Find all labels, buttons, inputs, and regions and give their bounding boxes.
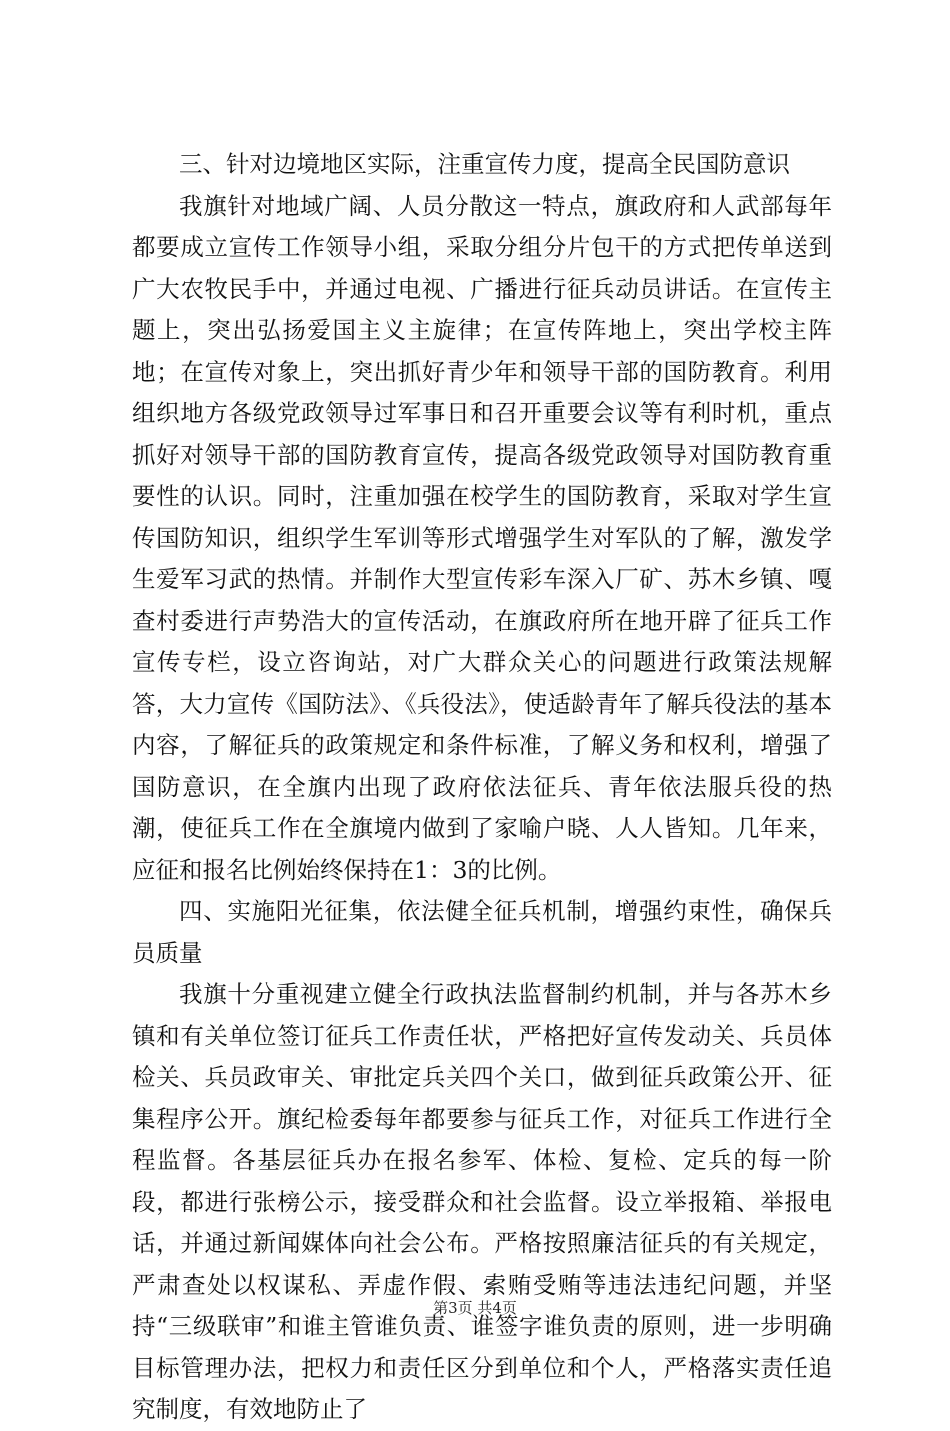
document-body: [132, 144, 832, 1431]
body-paragraph: 我旗针对地域广阔、人员分散这一特点，旗政府和人武部每年都要成立宣传工作领导小组，采取分组分片包干的方式把传单送到广大农牧民手中，并通过电视、广播进行征兵动员讲话。在宣传主题上，突出弘扬爱国主义主旋律；在宣传阵地上，突出学校主阵地；在宣传对象上，突出抓好青少年和领导干部的国防教育。利用组织地方各级党政领导过军事日和召开重要会议等有利时机，重点抓好对领导干部的国防教育宣传，提高各级党政领导对国防教育重要性的认识。同时，注重加强在校学生的国防教育，采取对学生宣传国防知识，组织学生军训等形式增强学生对军队的了解，激发学生爱军习武的热情。并制作大型宣传彩车深入厂矿、苏木乡镇、嘎查村委进行声势浩大的宣传活动，在旗政府所在地开辟了征兵工作宣传专栏，设立咨询站，对广大群众关心的问题进行政策法规解答，大力宣传《国防法》、《兵役法》，使适龄青年了解兵役法的基本内容，了解征兵的政策规定和条件标准，了解义务和权利，增强了国防意识，在全旗内出现了政府依法征兵、青年依法服兵役的热潮，使征兵工作在全旗境内做到了家喻户晓、人人皆知。几年来，应征和报名比例始终保持在1：3的比例。: [132, 191, 832, 884]
section-heading-4: 四、实施阳光征集，依法健全征兵机制，增强约束性，确保兵员质量: [132, 897, 832, 967]
section-heading-3: 三、针对边境地区实际，注重宣传力度，提高全民国防意识: [179, 150, 790, 178]
page-number-footer: 第3页 共4页: [433, 1299, 517, 1317]
body-paragraph: 我旗十分重视建立健全行政执法监督制约机制，并与各苏木乡镇和有关单位签订征兵工作责任状，严格把好宣传发动关、兵员体检关、兵员政审关、审批定兵关四个关口，做到征兵政策公开、征集程序公开。旗纪检委每年都要参与征兵工作，对征兵工作进行全程监督。各基层征兵办在报名参军、体检、复检、定兵的每一阶段，都进行张榜公示，接受群众和社会监督。设立举报箱、举报电话，并通过新闻媒体向社会公布。严格按照廉洁征兵的有关规定，严肃查处以权谋私、弄虚作假、索贿受贿等违法违纪问题，并坚持“三级联审”和谁主管谁负责、谁签字谁负责的原则，进一步明确目标管理办法，把权力和责任区分到单位和个人，严格落实责任追究制度，有效地防止了: [132, 980, 832, 1423]
